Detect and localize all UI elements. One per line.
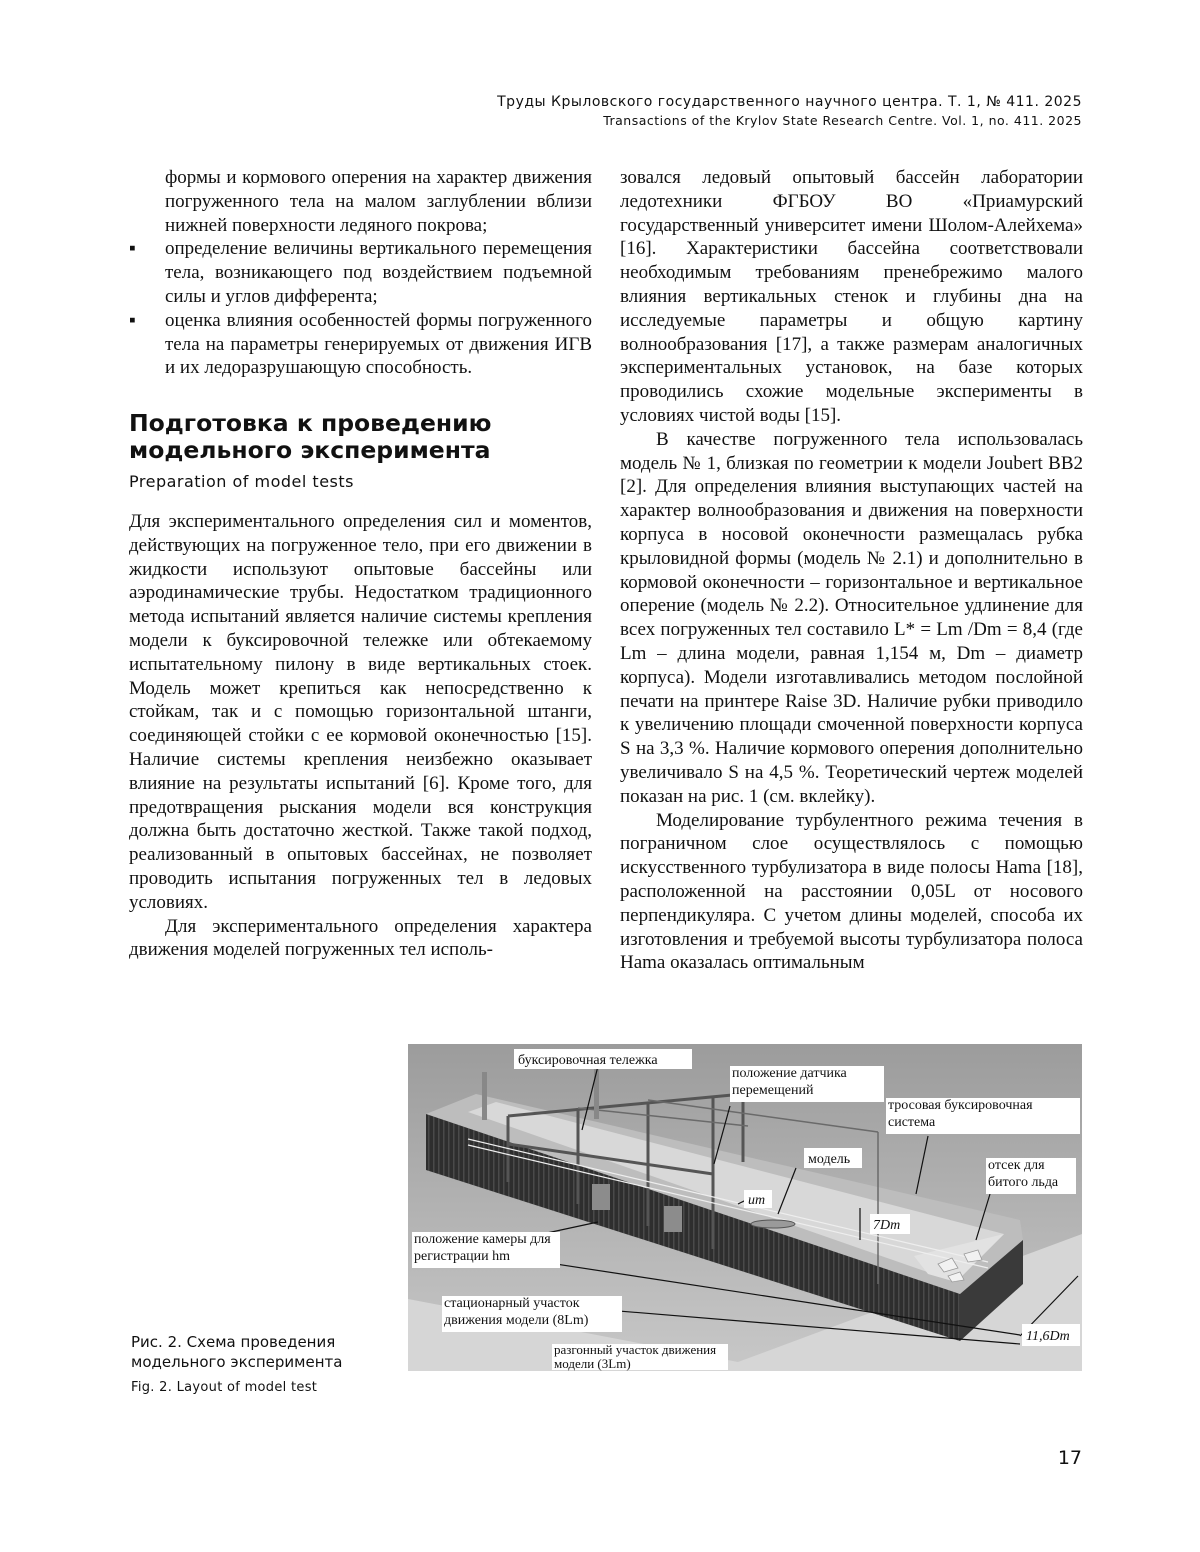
body-paragraph: Для экспериментального определения сил и моментов, действующих на погруженное тело, при его движении в жидкости используют опытовые бассейны или аэродинамические трубы. Недостатком традиционного метода испытаний является наличие системы крепления модели к буксировочной тележке или обтекаемому испытательному пилону в виде вертикальных стоек. Модель может крепиться как непосредственно к стойкам, так и с помощью горизонтальной штанги, соединяющей стойки с ее кормовой оконечностью [15]. Наличие системы крепления неизбежно оказывает влияние на результаты испытаний [6]. Кроме того, для предотвращения рыскания модели вся конструкция должна быть достаточно жесткой. Также такой подход, реализованный в опытовых бассейнах, не позволяет проводить испытания погруженных тел в ледовых условиях. [129,510,592,913]
submerged-model [751,1220,795,1228]
formula-text: L* = Lm /Dm = 8,4 (где Lm – длина модели, равная 1,154 м, Dm – диаметр корпуса). [620,619,1083,688]
bullet-item [129,309,592,380]
body-paragraph: Для экспериментального определения характера движения моделей погруженных тел исполь- [129,915,592,961]
wall-window [664,1206,682,1232]
label-steady-section: стационарный участок движения модели (8Lm) [444,1296,589,1328]
figure-caption-ru: Рис. 2. Схема проведения модельного эксперимента [131,1333,343,1371]
label-ice-compartment: отсек для битого льда [988,1158,1059,1190]
bullet-marker: ▪ [129,238,136,260]
bullet-text: определение величины вертикального перемещения тела, возникающего под воздействием подъемной силы и углов дифферента; [165,238,592,307]
label-velocity: um [748,1193,766,1208]
section-title-en: Preparation of model tests [129,472,354,492]
figure-tank-schematic [408,1044,1082,1371]
carriage-post [594,1069,599,1119]
label-width: 11,6Dm [1026,1329,1070,1344]
body-text: В качестве погруженного тела использовалась модель № 1, близкая по геометрии к модели Joubert BB2 [2]. Для определения влияния выступающих частей на характер волнообразования и движения на поверхности корпуса в носовой оконечности размещалась рубка крыловидной формы (модель № 2.1) и дополнительно в кормовой оконечности – горизонтальное и вертикальное оперение (модель № 2.2). Относительное удлинение для всех погруженных тел составило [620,428,1083,641]
bullet-item [129,237,592,308]
body-paragraph: зовался ледовый опытовый бассейн лаборатории ледотехники ФГБОУ ВО «Приамурский государственный университет имени Шолом-Алейхема» [16]. Характеристики бассейна соответствовали необходимым требованиям пренебрежимо малого влияния вертикальных стенок и глубины дна на исследуемые параметры и общую картину волнообразования [17], а также размерам аналогичных экспериментальных установок, на базе которых проводились схожие модельные эксперименты в условиях чистой воды [15]. [620,167,1083,426]
bullet-text: оценка влияния особенностей формы погруженного тела на параметры генерируемых от движения ИГВ и их ледоразрушающую способность. [165,309,592,379]
page-number: 17 [1057,1447,1082,1469]
carriage-post [482,1072,487,1120]
label-cable-system: тросовая буксировочная система [888,1098,1033,1130]
bullet-marker: ▪ [129,309,136,331]
label-sensor: положение датчика перемещений [732,1066,847,1098]
running-header-ru: Труды Крыловского государственного научного центра. Т. 1, № 411. 2025 [497,94,1082,110]
right-column [620,166,1083,975]
body-text: Модели изготавливались методом послойной печати на принтере Raise 3D. Наличие рубки приводило к увеличению площади смоченной поверхности корпуса S на 3,3 %. Наличие кормового оперения дополнительно увеличивало S на 4,5 %. Теоретический чертеж моделей показан на рис. 1 (см. вклейку). [620,666,1083,807]
label-carriage: буксировочная тележка [518,1053,658,1068]
wall-window [592,1184,610,1210]
figure-caption [131,1332,391,1395]
section-title: Подготовка к проведению модельного эксперимента [129,409,492,465]
running-header-en: Transactions of the Krylov State Research Centre. Vol. 1, no. 411. 2025 [603,113,1082,128]
label-model: модель [808,1152,851,1167]
body-paragraph: Моделирование турбулентного режима течения в пограничном слое осуществлялось с помощью искусственного турбулизатора в виде полосы Hama [18], расположенной на расстоянии 0,05L от носового перпендикуляра. С учетом длины моделей, способа их изготовления и требуемой высоты турбулизатора полоса Hama оказалась оптимальным [620,809,1083,974]
label-depth: 7Dm [873,1218,901,1233]
label-camera: положение камеры для регистрации hm [414,1232,551,1264]
body-paragraph [620,428,1083,809]
list-continuation: формы и кормового оперения на характер движения погруженного тела на малом заглублении вблизи нижней поверхности ледяного покрова; [165,167,592,236]
label-accel-section: разгонный участок движения модели (3Lm) [554,1343,717,1371]
left-column [129,166,592,962]
figure-caption-en: Fig. 2. Layout of model test [131,1380,318,1395]
